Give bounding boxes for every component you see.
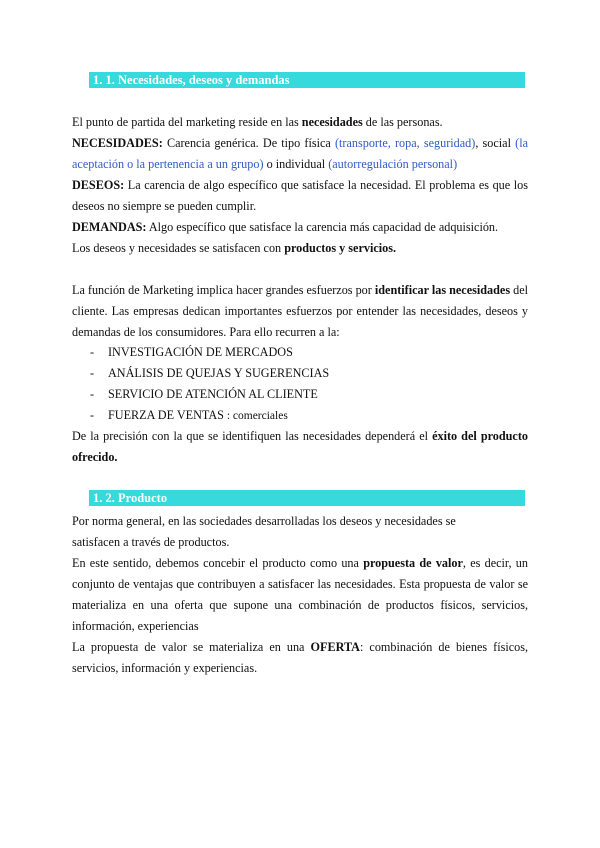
sentido-text-b: , es decir, un conjunto de ventajas que contribuyen a satisfacer las necesidades. Esta propuesta de valor se materializa en una oferta que supone una combinación de productos físicos, servicios, información, experiencias: [72, 556, 528, 633]
precision-text: De la precisión con la que se identifiquen las necesidades dependerá el: [72, 429, 433, 443]
sentido-bold: propuesta de valor: [363, 556, 463, 570]
necesidades-text1: Carencia genérica. De tipo física: [162, 136, 335, 150]
funcion-paragraph: [72, 280, 528, 343]
norma-line-1: Por norma general, en las sociedades desarrolladas los deseos y necesidades se: [72, 514, 456, 528]
funcion-bold: identificar las necesidades: [374, 283, 511, 297]
section-heading-necesidades: 1. 1. Necesidades, deseos y demandas: [89, 72, 525, 88]
funcion-text-b: del cliente. Las empresas dedican importantes esfuerzos por entender las necesidades, deseos y demandas de los consumidores. Para ello recurren a la:: [72, 283, 528, 339]
intro-text-a: El punto de partida del marketing reside en las: [72, 115, 302, 129]
necesidades-text2: , social: [475, 136, 516, 150]
list-suffix: : comerciales: [223, 410, 288, 422]
deseos-text: La carencia de algo específico que satisface la necesidad. El problema es que los deseos no siempre se pueden cumplir.: [72, 178, 528, 213]
oferta-bold: OFERTA: [310, 640, 360, 654]
section-heading-producto: 1. 2. Producto: [89, 490, 525, 506]
norma-line-2: satisfacen a través de productos.: [72, 535, 230, 549]
intro-paragraph: [72, 112, 528, 133]
list-dash: -: [90, 387, 95, 401]
sentido-paragraph: [72, 553, 528, 637]
list-text: SERVICIO DE ATENCIÓN AL CLIENTE: [108, 387, 318, 401]
oferta-text-b: : combinación de bienes físicos, servicios, información y experiencias.: [72, 640, 529, 675]
necesidades-social: (la aceptación o la pertenencia a un grupo): [72, 136, 528, 171]
oferta-paragraph: [72, 637, 528, 679]
list-dash: -: [90, 408, 95, 422]
demandas-paragraph: [72, 217, 528, 238]
list-text: FUERZA DE VENTAS: [108, 408, 224, 422]
list-item: [90, 363, 329, 384]
demandas-term: DEMANDAS:: [72, 220, 147, 234]
deseos-paragraph: [72, 175, 528, 217]
list-text: ANÁLISIS DE QUEJAS Y SUGERENCIAS: [108, 366, 330, 380]
list-dash: -: [90, 366, 95, 380]
list-item: [90, 405, 288, 427]
satisfacen-bold: productos y servicios.: [284, 241, 397, 255]
satisfacen-text: Los deseos y necesidades se satisfacen con: [72, 241, 285, 255]
list-item: [90, 342, 293, 363]
list-dash: -: [90, 345, 95, 359]
oferta-text-a: La propuesta de valor se materializa en una: [72, 640, 311, 654]
list-item: [90, 384, 318, 405]
precision-paragraph: [72, 426, 528, 468]
precision-bold: éxito del producto ofrecido.: [72, 429, 528, 464]
intro-bold: necesidades: [301, 115, 363, 129]
sentido-text-a: En este sentido, debemos concebir el producto como una: [72, 556, 364, 570]
necesidades-text3: o individual: [263, 157, 329, 171]
necesidades-fisica: (transporte, ropa, seguridad): [334, 136, 476, 150]
funcion-text-a: La función de Marketing implica hacer grandes esfuerzos por: [72, 283, 375, 297]
necesidades-individual: (autorregulación personal): [328, 157, 458, 171]
deseos-term: DESEOS:: [72, 178, 125, 192]
necesidades-term: NECESIDADES:: [72, 136, 163, 150]
necesidades-paragraph: [72, 133, 528, 175]
demandas-text: Algo específico que satisface la carencia más capacidad de adquisición.: [146, 220, 499, 234]
satisfacen-paragraph: [72, 238, 528, 259]
intro-text-b: de las personas.: [362, 115, 443, 129]
list-text: INVESTIGACIÓN DE MERCADOS: [108, 345, 293, 359]
